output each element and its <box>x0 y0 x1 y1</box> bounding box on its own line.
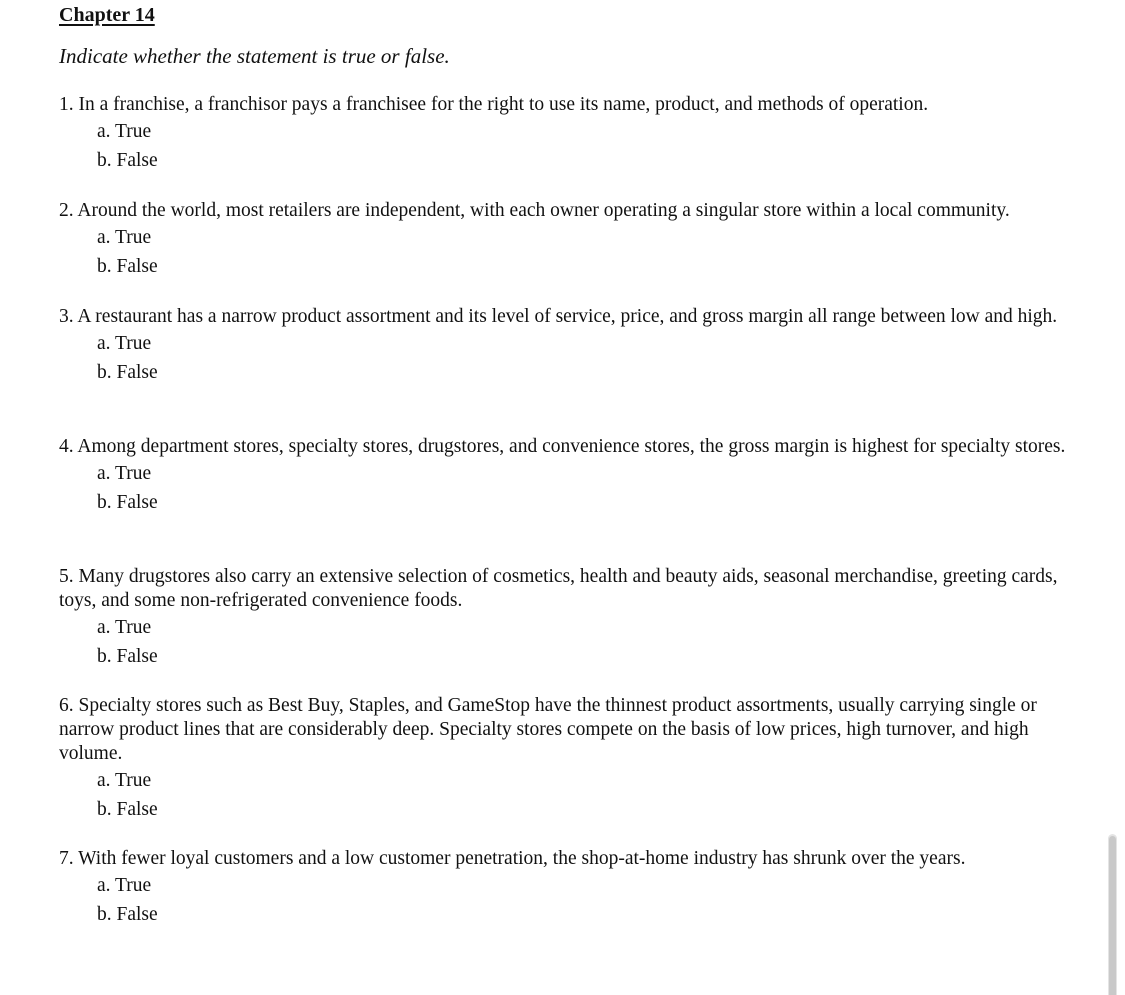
option-false: b. False <box>97 904 158 925</box>
question-2 <box>59 199 1079 281</box>
option-false: b. False <box>97 646 158 667</box>
question-text: 6. Specialty stores such as Best Buy, Staples, and GameStop have the thinnest product assortments, usually carrying single or narrow product lines that are considerably deep. Specialty stores compete on the basis of low prices, high turnover, and high volume. <box>59 695 1037 764</box>
option-false: b. False <box>97 150 158 171</box>
question-3 <box>59 305 1079 387</box>
question-text: 4. Among department stores, specialty stores, drugstores, and convenience stores, the gross margin is highest for specialty stores. <box>59 436 1066 457</box>
option-true: a. True <box>97 121 152 142</box>
option-true: a. True <box>97 463 152 484</box>
instructions-text: Indicate whether the statement is true or false. <box>59 44 450 68</box>
scrollbar-thumb[interactable] <box>1109 836 1116 995</box>
option-false: b. False <box>97 362 158 383</box>
question-6 <box>59 694 1079 824</box>
question-5 <box>59 565 1079 671</box>
question-1 <box>59 93 1079 175</box>
question-text: 7. With fewer loyal customers and a low customer penetration, the shop-at-home industry has shrunk over the years. <box>59 848 966 869</box>
option-true: a. True <box>97 617 152 638</box>
question-text: 3. A restaurant has a narrow product assortment and its level of service, price, and gross margin all range between low and high. <box>59 306 1058 327</box>
question-text: 5. Many drugstores also carry an extensive selection of cosmetics, health and beauty aids, seasonal merchandise, greeting cards, toys, and some non-refrigerated convenience foods. <box>59 566 1058 611</box>
question-7 <box>59 847 1079 929</box>
option-false: b. False <box>97 799 158 820</box>
option-true: a. True <box>97 875 152 896</box>
option-true: a. True <box>97 770 152 791</box>
option-false: b. False <box>97 256 158 277</box>
question-4 <box>59 435 1079 517</box>
question-text: 2. Around the world, most retailers are independent, with each owner operating a singular store within a local community. <box>59 200 1010 221</box>
option-false: b. False <box>97 492 158 513</box>
question-text: 1. In a franchise, a franchisor pays a franchisee for the right to use its name, product, and methods of operation. <box>59 94 929 115</box>
option-true: a. True <box>97 333 152 354</box>
option-true: a. True <box>97 227 152 248</box>
chapter-title: Chapter 14 <box>59 4 155 26</box>
vertical-scrollbar[interactable] <box>1108 834 1117 995</box>
